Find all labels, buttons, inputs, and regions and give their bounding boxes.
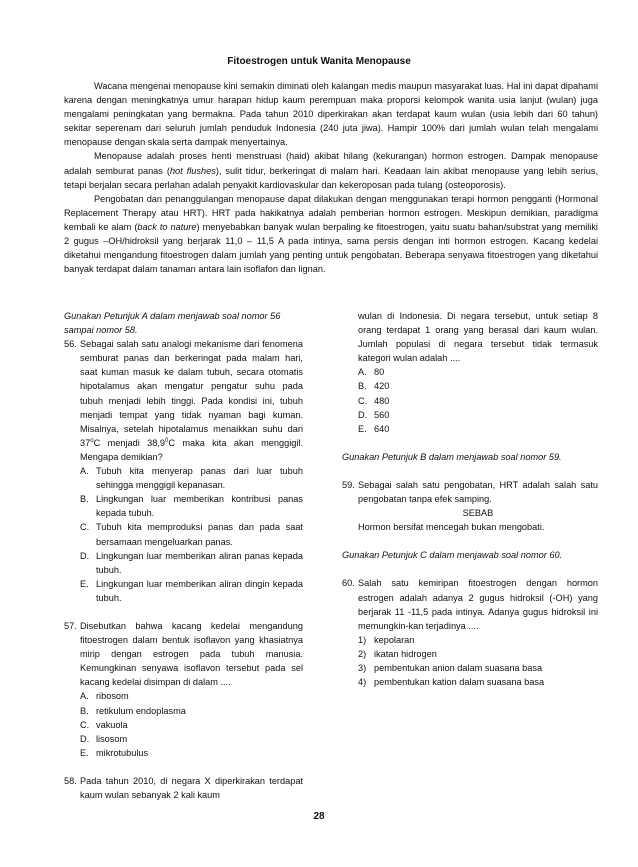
page-title: Fitoestrogen untuk Wanita Menopause [227,56,411,67]
option-a[interactable]: A. ribosom [80,691,129,702]
spacer [342,436,598,450]
question-57-options [64,689,303,759]
option-c[interactable]: C. 480 [358,395,390,406]
question-58-continued [342,309,598,365]
option-d[interactable]: D. Lingkungan luar memberikan aliran panas kepada tubuh. [80,550,303,575]
option-b[interactable]: B. 420 [358,381,390,392]
option-c[interactable]: C. Tubuh kita memproduksi panas dan pada saat bersamaan mengeluarkan panas. [80,522,303,547]
reason: Hormon bersifat mencegah bukan mengobati. [358,522,545,533]
question-56 [64,337,303,464]
option-d[interactable]: D. lisosom [80,733,128,744]
spacer [64,760,303,774]
right-column [342,309,598,689]
question-56-options [64,464,303,605]
question-60-options [342,633,598,689]
option-4[interactable]: 4) pembentukan kation dalam suasana basa [358,677,545,688]
option-2[interactable]: 2) ikatan hidrogen [358,648,437,659]
question-57 [64,619,303,689]
option-a[interactable]: A. 80 [358,367,385,378]
option-e[interactable]: E. 640 [358,423,390,434]
intro-paragraph-2: Menopause adalah proses henti menstruasi (haid) akibat hilang (kekurangan) hormon estrogen. Dampak menopause adalah semburat panas (hot flushes), sulit tidur, berkeringat di malam hari. Keadaan lain akibat menopause yang lebih serius, tetapi berjalan secara perlahan adalah penyakit kardiovaskular dan kekeroposan pada tulang (osteoporosis). [64,151,599,190]
intro-passage [64,79,598,276]
question-text: wulan di Indonesia. Di negara tersebut, untuk setiap 8 orang terdapat 1 orang yang berasal dari kaum wulan. Jumlah populasi di negara tersebut tidak termasuk kategori wulan adalah .... [358,311,598,364]
question-text [358,478,598,534]
option-e[interactable]: E. mikrotubulus [80,747,149,758]
question-59 [342,478,598,534]
option-e[interactable]: E. Lingkungan luar memberikan aliran dingin kepada tubuh. [80,578,303,603]
option-b[interactable]: B. Lingkungan luar memberikan kontribusi panas kepada tubuh. [80,494,303,519]
option-a[interactable]: A. Tubuh kita menyerap panas dari luar tubuh sehingga menggigil kepanasan. [80,466,303,491]
intro-paragraph-3: Pengobatan dan penanggulangan menopause dapat dilakukan dengan menggunakan terapi hormon pengganti (Hormonal Replacement Therapy atau HRT). HRT pada hakikatnya adalah pemberian hormon estrogen. Meskipun demikian, paradigma kembali ke alam (back to nature) menyebabkan banyak wulan berpaling ke fitoestrogen, yaitu suatu bahan/substrat yang memiliki 2 gugus –OH/hidroksil yang berjarak 11,0 – 11,5 A pada intinya, sama persis dengan inti hormon estrogen. Kacang kedelai diketahui mengandung fitoestrogen dalam jumlah yang penting untuk pengobatan. Beberapa senyawa fitoestrogen yang diketahui banyak terdapat dalam tanaman antara lain isoflafon dan lignan. [64,193,598,275]
question-text: Disebutkan bahwa kacang kedelai mengandung fitoestrogen dalam bentuk isoflavon yang khasiatnya mirip dengan estrogen pada tubuh manusia. Kemungkinan senyawa isoflavon tersebut pada sel kacang kedelai disimpan di dalam .... [80,620,303,688]
left-column [64,309,303,802]
question-number: 59. [342,479,355,490]
question-text: Sebagai salah satu analogi mekanisme dari fenomena semburat panas dan berkeringat pada malam hari, saat kuman masuk ke dalam tubuh, secara otomatis hipotalamus akan mengatur pengatur suhu pada tubuh menjadi lebih tinggi. Pada kondisi ini, tubuh menjadi tempat yang tidak nyaman bagi kuman. Misalnya, setelah hipotalamus menaikkan suhu dari 37$^o$C menjadi 38,9$^0$C maka kita akan menggigil. Mengapa demikian? [80,339,303,462]
instruction-c: Gunakan Petunjuk C dalam menjawab soal nomor 60. [342,550,563,561]
option-c[interactable]: C. vakuola [80,719,128,730]
question-text: Salah satu kemiripan fitoestrogen dengan hormon estrogen adalah adanya 2 gugus hidroksil (-OH) yang berjarak 11 -11,5 pada intinya. Adanya gugus hidroksil ini memungkin-kan terjadinya .... [358,578,598,631]
instruction-a: Gunakan Petunjuk A dalam menjawab soal nomor 56 sampai nomor 58. [64,311,281,336]
question-text: Pada tahun 2010, di negara X diperkirakan terdapat kaum wulan sebanyak 2 kali kaum [80,775,303,800]
question-60 [342,576,598,632]
statement: Sebagai salah satu pengobatan, HRT adalah salah satu pengobatan tanpa efek samping. [358,479,598,505]
question-number: 57. [64,620,77,631]
spacer [342,562,598,576]
page-number: 28 [313,811,325,822]
question-number: 60. [342,578,355,589]
question-58 [64,774,303,802]
spacer [64,605,303,619]
spacer [342,534,598,548]
option-d[interactable]: D. 560 [358,409,390,420]
question-58-options [342,365,598,435]
option-3[interactable]: 3) pembentukan anion dalam suasana basa [358,662,543,673]
question-number: 56. [64,339,77,350]
option-1[interactable]: 1) kepolaran [358,634,415,645]
instruction-b: Gunakan Petunjuk B dalam menjawab soal nomor 59. [342,451,562,462]
spacer [342,464,598,478]
intro-paragraph-1: Wacana mengenai menopause kini semakin diminati oleh kalangan medis maupun masyarakat luas. Hal ini dapat dipahami karena dengan meningkatnya umur harapan hidup kaum perempuan maka proporsi kelompok wanita usia lanjut (wulan) juga mengalami peningkatan yang bermakna. Pada tahun 2010 diperkirakan akan terdapat kaum wulan (usia lebih dari 60 tahun) sekitar seperenam dari seluruh jumlah penduduk Indonesia (240 juta jiwa). Hampir 100% dari jumlah wulan telah mengalami menopause dengan skala serta dampak menyertainya. [64,81,598,148]
sebab-label: SEBAB [462,508,494,519]
option-b[interactable]: B. retikulum endoplasma [80,705,186,716]
question-number: 58. [64,775,77,786]
